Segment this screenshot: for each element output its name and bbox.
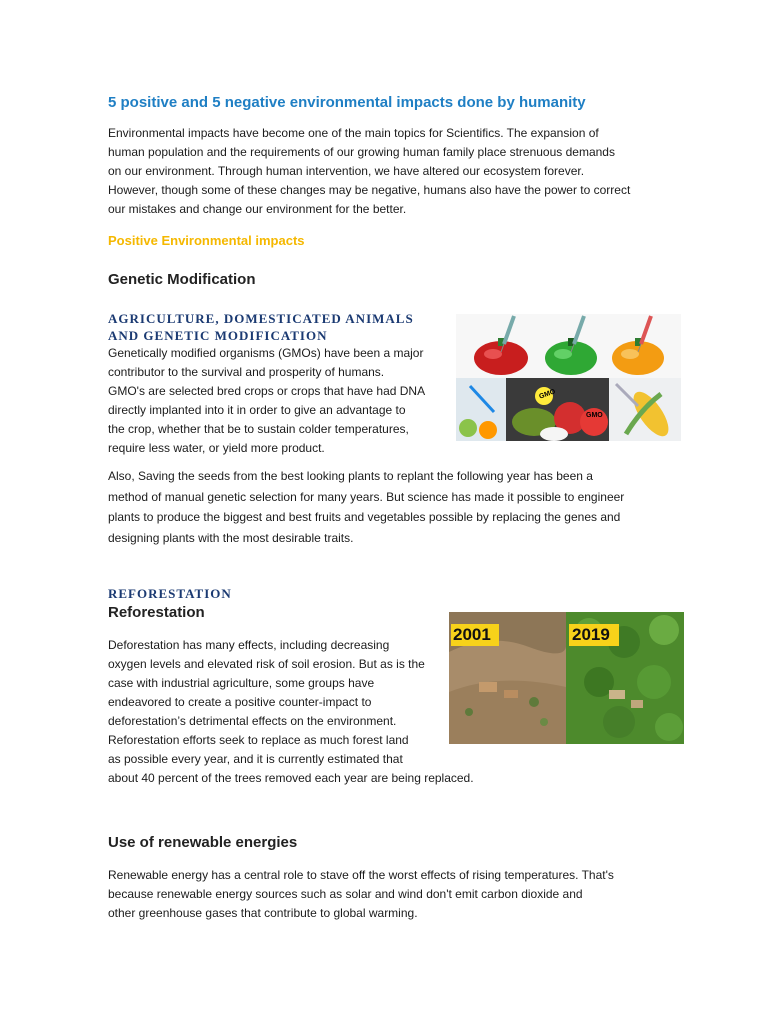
- reforestation-line: as possible every year, and it is currently estimated that: [108, 752, 403, 766]
- year-2001-label: 2001: [453, 625, 491, 644]
- gmo-paragraph: [108, 344, 425, 458]
- intro-paragraph: [108, 124, 630, 219]
- renewable-line: other greenhouse gases that contribute to global warming.: [108, 906, 418, 920]
- gmo-line: contributor to the survival and prosperity of humans.: [108, 365, 385, 379]
- genetic-modification-heading: Genetic Modification: [108, 271, 256, 288]
- reforestation-line: about 40 percent of the trees removed each year are being replaced.: [108, 771, 474, 785]
- positive-impacts-heading: Positive Environmental impacts: [108, 233, 305, 248]
- intro-line: Environmental impacts have become one of the main topics for Scientifics. The expansion of: [108, 126, 599, 140]
- intro-line: our mistakes and change our environment for the better.: [108, 202, 407, 216]
- renewable-energies-heading: Use of renewable energies: [108, 834, 298, 851]
- seed-paragraph: [108, 466, 624, 548]
- document-title: 5 positive and 5 negative environmental impacts done by humanity: [108, 94, 586, 111]
- seed-line: method of manual genetic selection for many years. But science has made it possible to engineer: [108, 489, 625, 504]
- gmo-label: GMO: [586, 412, 603, 419]
- seed-line: Also, Saving the seeds from the best looking plants to replant the following year has been a: [108, 469, 593, 483]
- reforestation-line: deforestation’s detrimental effects on the environment.: [108, 714, 397, 728]
- intro-line: However, though some of these changes may be negative, humans also have the power to correct: [108, 183, 631, 197]
- renewable-line: because renewable energy sources such as solar and wind don't emit carbon dioxide and: [108, 887, 583, 901]
- reforestation-line: Reforestation efforts seek to replace as much forest land: [108, 733, 409, 747]
- agriculture-subheading: [108, 310, 414, 344]
- subheading-line: AND GENETIC MODIFICATION: [108, 328, 328, 343]
- reforestation-caps-heading: REFORESTATION: [108, 586, 232, 601]
- intro-line: on our environment. Through human intervention, we have altered our ecosystem forever.: [108, 164, 585, 178]
- gmo-vegetables-image: [456, 314, 681, 441]
- reforestation-heading: Reforestation: [108, 604, 205, 621]
- gmo-line: Genetically modified organisms (GMOs) have been a major: [108, 346, 424, 360]
- reforestation-comparison-image: [449, 612, 684, 744]
- seed-line: plants to produce the biggest and best fruits and vegetables possible by replacing the genes and: [108, 510, 621, 524]
- gmo-line: directly implanted into it in order to give an advantage to: [108, 403, 406, 417]
- seed-line: designing plants with the most desirable traits.: [108, 530, 354, 545]
- subheading-line: AGRICULTURE, DOMESTICATED ANIMALS: [108, 311, 414, 326]
- gmo-line: GMO's are selected bred crops or crops that have had DNA: [108, 384, 426, 398]
- reforestation-paragraph: [108, 636, 474, 788]
- gmo-label: GMO: [538, 388, 557, 401]
- reforestation-line: oxygen levels and elevated risk of soil erosion. But as is the: [108, 657, 425, 671]
- renewable-paragraph: [108, 866, 614, 923]
- renewable-line: Renewable energy has a central role to stave off the worst effects of rising temperatures. That's: [108, 868, 614, 882]
- reforestation-line: endeavored to create a positive counter-impact to: [108, 695, 372, 709]
- reforestation-line: Deforestation has many effects, including decreasing: [108, 638, 390, 652]
- gmo-line: require less water, or yield more product.: [108, 441, 325, 455]
- gmo-line: the crop, whether that be to sustain colder temperatures,: [108, 422, 409, 436]
- reforestation-line: case with industrial agriculture, some groups have: [108, 676, 375, 690]
- year-2019-label: 2019: [572, 625, 610, 644]
- intro-line: human population and the requirements of our growing human family place strenuous demands: [108, 145, 615, 159]
